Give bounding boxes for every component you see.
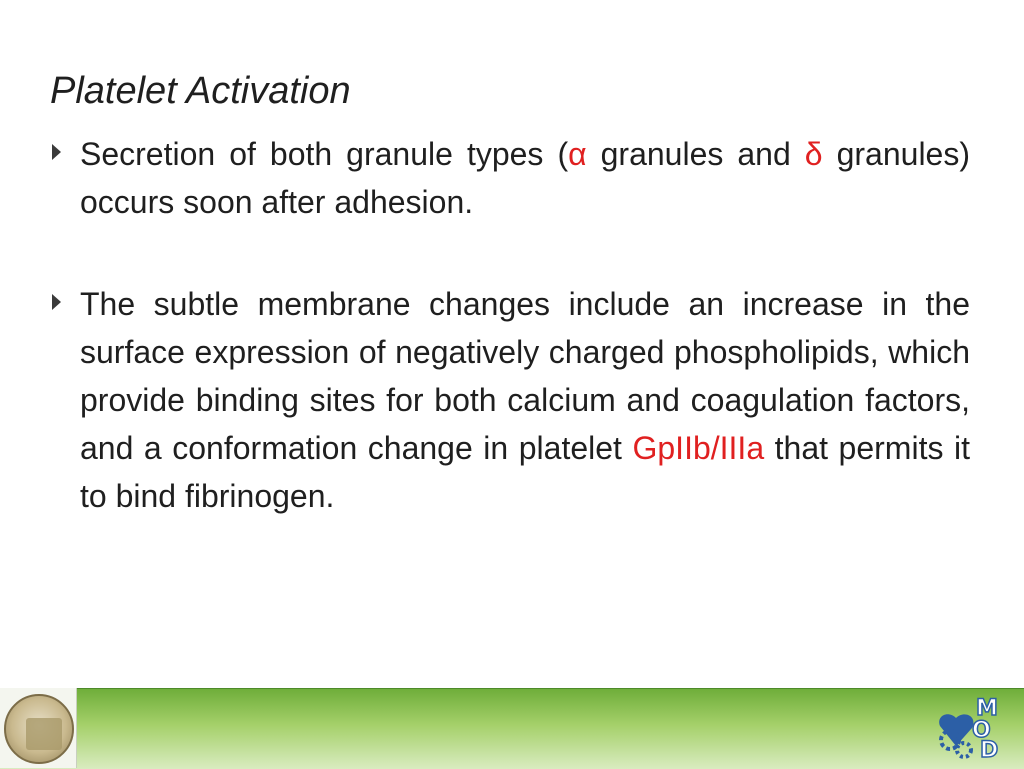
seal-circle xyxy=(4,694,74,764)
gpiib-iiia-term: GpIIb/IIIa xyxy=(632,430,765,466)
alpha-symbol: α xyxy=(568,136,587,172)
mod-logo-icon xyxy=(934,698,1014,764)
bullet-item-secretion xyxy=(50,130,970,226)
text-segment: Secretion of both granule types ( xyxy=(80,136,569,172)
logo-letter-m: M xyxy=(976,696,998,721)
logo-letter-d: D xyxy=(980,738,999,763)
footer-bar xyxy=(0,688,1024,769)
bullet-arrow-icon xyxy=(52,144,61,160)
slide-title: Platelet Activation xyxy=(50,70,351,112)
logo-letter-o: O xyxy=(972,718,991,743)
delta-symbol: δ xyxy=(804,136,823,172)
text-segment: The subtle membrane changes include an increase in the surface expression of negatively charged phospholipids, which provide binding sites for both calcium and coagulation factors, and a conformation change in platelet xyxy=(80,286,970,466)
bullet-item-membrane-changes xyxy=(50,280,970,520)
text-segment: granules) occurs soon after adhesion. xyxy=(80,136,971,220)
bullet-list xyxy=(50,130,970,520)
bullet-text xyxy=(80,280,970,520)
university-seal-icon xyxy=(0,688,77,768)
bullet-arrow-icon xyxy=(52,294,61,310)
bullet-text xyxy=(80,130,970,226)
text-segment: that permits it to bind fibrinogen. xyxy=(80,430,971,514)
text-segment: granules and xyxy=(586,136,805,172)
seal-emblem xyxy=(26,718,62,750)
